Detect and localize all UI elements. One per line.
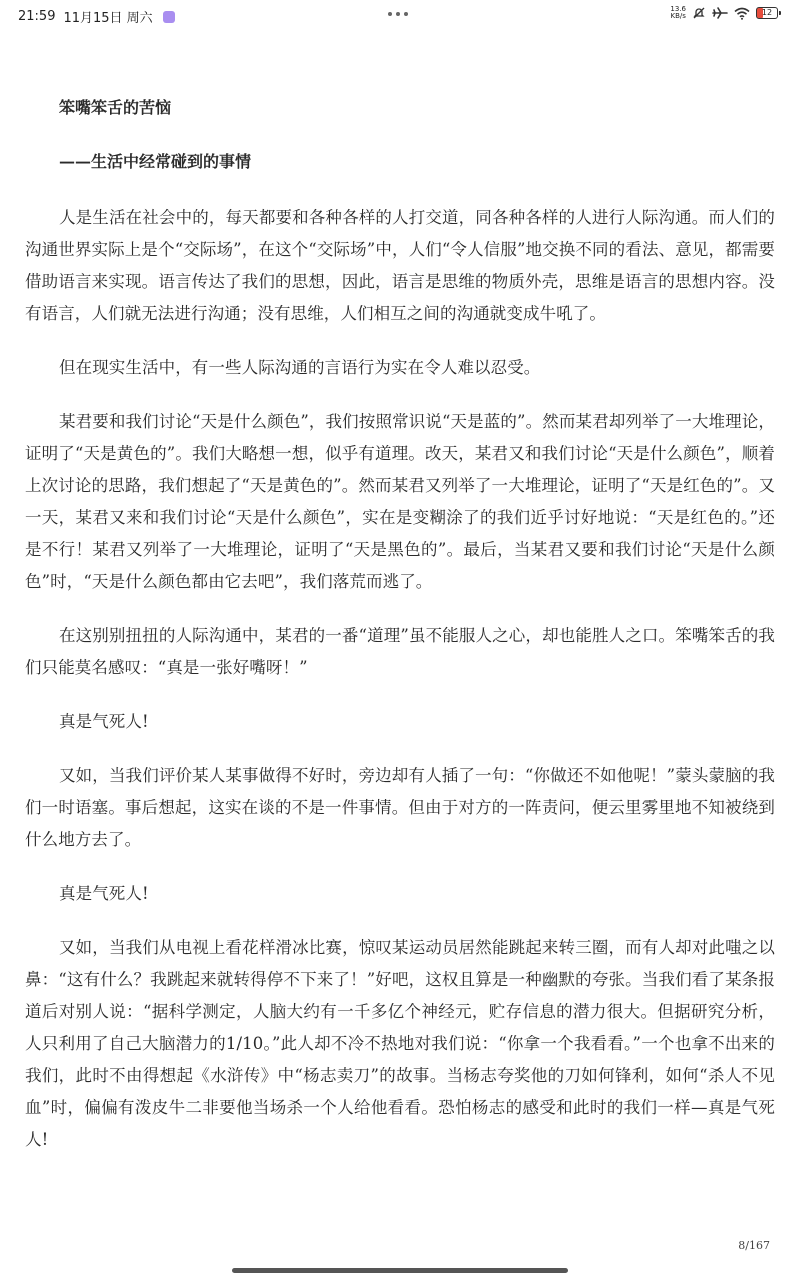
status-bar-left — [18, 7, 175, 26]
paragraph: 又如，当我们评价某人某事做得不好时，旁边却有人插了一句：“你做还不如他呢！”蒙头蒙脑的我们一时语塞。事后想起，这实在谈的不是一件事情。但由于对方的一阵责问，便云里雾里地不知被绕到什么地方去了。 — [25, 766, 775, 849]
paragraph: 又如，当我们从电视上看花样滑冰比赛，惊叹某运动员居然能跳起来转三圈，而有人却对此嗤之以鼻：“这有什么？我跳起来就转得停不下来了！”好吧，这权且算是一种幽默的夸张。当我们看了某条报道后对别人说：“据科学测定，人脑大约有一千多亿个神经元，贮存信息的潜力很大。但据研究分析，人只利用了自己大脑潜力的1/10。”此人却不冷不热地对我们说：“你拿一个我看看。”一个也拿不出来的我们，此时不由得想起《水浒传》中“杨志卖刀”的故事。当杨志夸奖他的刀如何锋利，如何“杀人不见血”时，偏偏有泼皮牛二非要他当场杀一个人给他看看。恐怕杨志的感受和此时的我们一样—真是气死人! — [25, 938, 775, 1149]
paragraph: 在这别别扭扭的人际沟通中，某君的一番“道理”虽不能服人之心，却也能胜人之口。笨嘴笨舌的我们只能莫名感叹：“真是一张好嘴呀！” — [25, 626, 775, 677]
status-bar-right — [670, 6, 778, 20]
airplane-mode-icon — [712, 6, 728, 20]
battery-icon — [756, 7, 778, 19]
chapter-title: 笨嘴笨舌的苦恼 — [59, 98, 172, 117]
battery-level: 12 — [761, 8, 773, 17]
app-notification-icon — [163, 11, 175, 23]
status-date: 11月15日 周六 — [63, 11, 153, 26]
status-bar — [0, 0, 800, 30]
chapter-subtitle: ——生活中经常碰到的事情 — [59, 152, 252, 171]
home-indicator[interactable] — [232, 1268, 568, 1273]
paragraph: 某君要和我们讨论“天是什么颜色”，我们按照常识说“天是蓝的”。然而某君却列举了一大堆理论，证明了“天是黄色的”。我们大略想一想，似乎有道理。改天，某君又和我们讨论“天是什么颜色”，顺着上次讨论的思路，我们想起了“天是黄色的”。然而某君又列举了一大堆理论，证明了“天是红色的”。又一天，某君又来和我们讨论“天是什么颜色”，实在是变糊涂了的我们近乎讨好地说：“天是红色的。”还是不行！某君又列举了一大堆理论，证明了“天是黑色的”。最后，当某君又要和我们讨论“天是什么颜色”时，“天是什么颜色都由它去吧”，我们落荒而逃了。 — [25, 412, 775, 591]
page-number: 8/167 — [738, 1239, 770, 1252]
paragraph: 人是生活在社会中的，每天都要和各种各样的人打交道，同各种各样的人进行人际沟通。而人们的沟通世界实际上是个“交际场”，在这个“交际场”中，人们“令人信服”地交换不同的看法、意见，都需要借助语言来实现。语言传达了我们的思想，因此，语言是思维的物质外壳，思维是语言的思想内容。没有语言，人们就无法进行沟通；没有思维，人们相互之间的沟通就变成牛吼了。 — [25, 208, 775, 323]
mute-icon — [692, 6, 706, 20]
paragraph: 真是气死人! — [59, 712, 149, 731]
more-options-icon[interactable] — [388, 12, 408, 16]
reader-content[interactable] — [25, 90, 775, 1156]
paragraph: 但在现实生活中，有一些人际沟通的言语行为实在令人难以忍受。 — [59, 358, 541, 377]
status-time: 21:59 — [18, 9, 56, 24]
paragraph: 真是气死人! — [59, 884, 149, 903]
network-speed: 13.6 KB/s — [670, 5, 686, 20]
wifi-icon — [734, 7, 750, 20]
